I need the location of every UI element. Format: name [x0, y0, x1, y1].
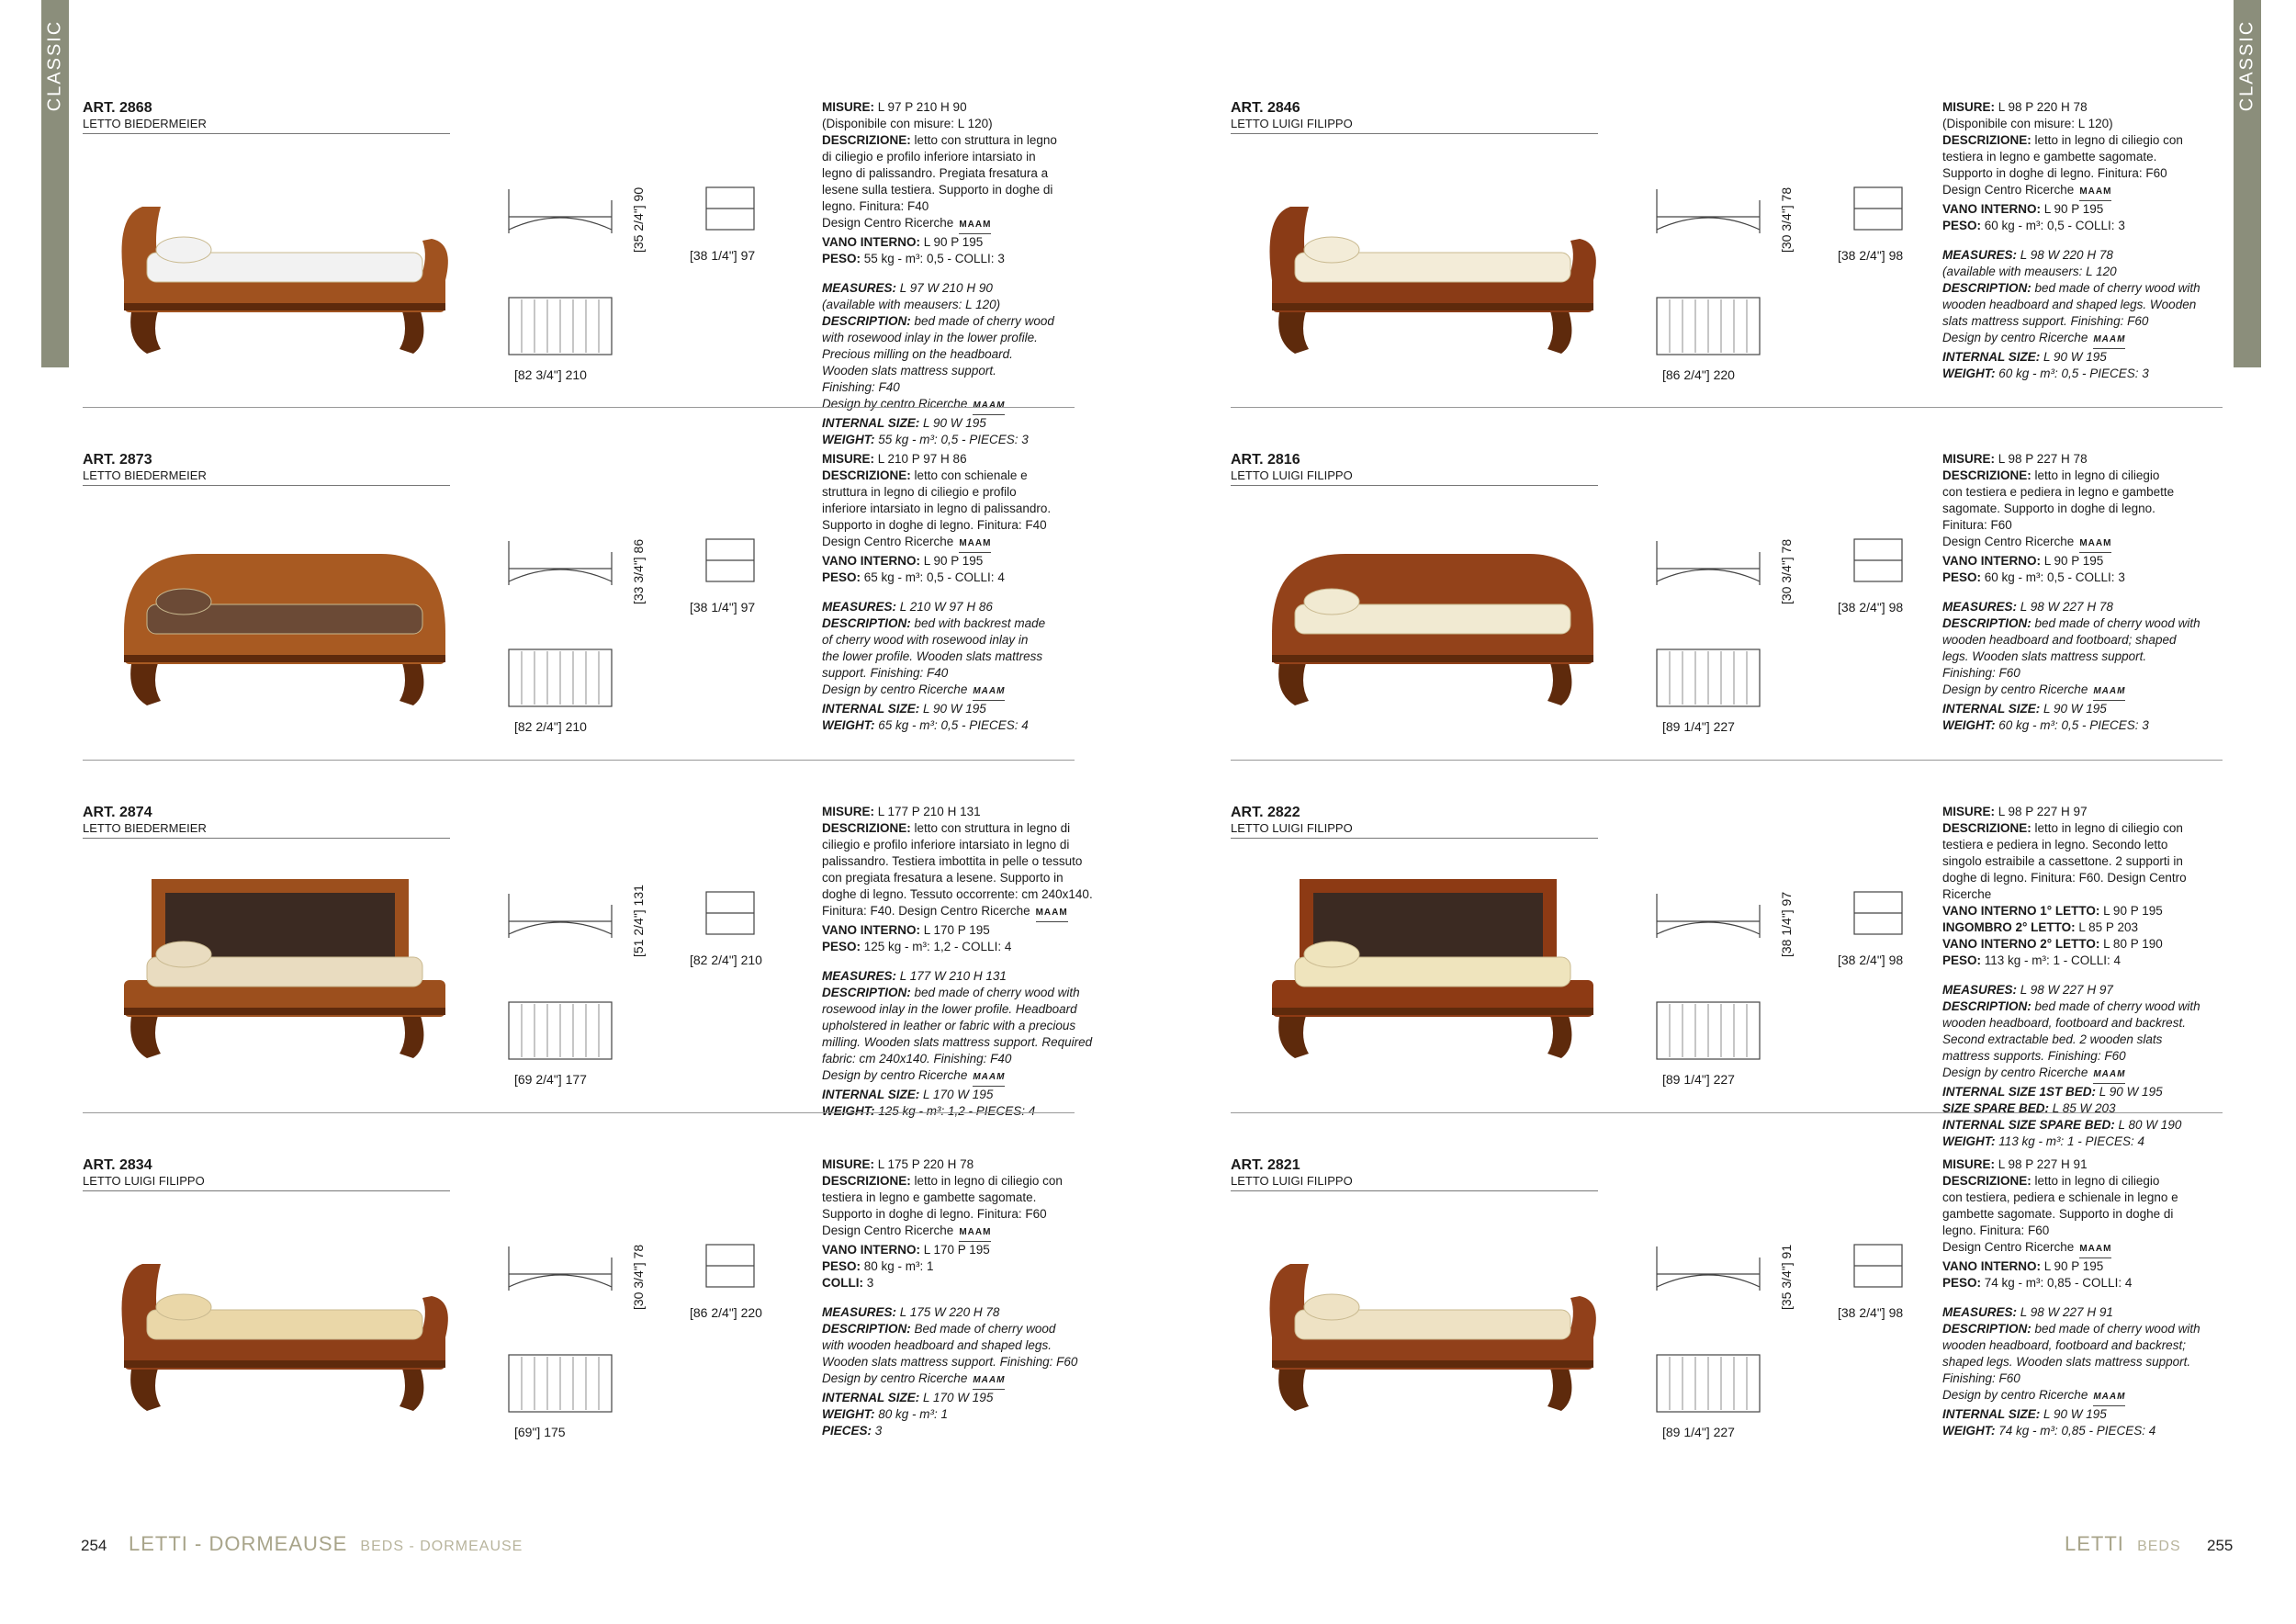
spec-line: DESCRIPTION: bed made of cherry wood with — [1942, 281, 2200, 295]
maam-logo: MAAM — [2093, 1389, 2125, 1406]
page-number-right: 255 — [2207, 1537, 2234, 1554]
spec-line: MEASURES: L 98 W 220 H 78 — [1942, 248, 2113, 262]
footer-left — [81, 1532, 523, 1556]
depth-dimension: [86 2/4"] 220 — [690, 1305, 762, 1320]
spec-line: wooden headboard and shaped legs. Wooden — [1942, 298, 2197, 311]
spec-line: COLLI: 3 — [822, 1276, 874, 1290]
spec-line: Design Centro Ricerche MAAM — [1942, 534, 2236, 553]
spec-line: MISURE: L 98 P 227 H 78 — [1942, 452, 2088, 466]
spec-line: with wooden headboard and shaped legs. — [822, 1338, 1052, 1352]
bed-photo — [1244, 870, 1630, 1072]
spec-text — [822, 451, 1116, 734]
spec-line: MEASURES: L 98 W 227 H 91 — [1942, 1305, 2113, 1319]
product-header — [1231, 451, 1598, 486]
product-name: LETTO LUIGI FILIPPO — [83, 1174, 205, 1188]
spec-line: legno. Finitura: F40 — [822, 199, 929, 213]
length-dimension: [89 1/4"] 227 — [1662, 1425, 1735, 1439]
spec-line: VANO INTERNO 1° LETTO: L 90 P 195 — [1942, 904, 2163, 918]
height-dimension: [35 2/4"] 90 — [631, 186, 646, 253]
spec-line: DESCRIZIONE: letto in legno di ciliegio — [1942, 468, 2160, 482]
side-view-drawing — [1653, 1241, 1763, 1301]
spec-text — [822, 804, 1116, 1120]
spec-line: DESCRIPTION: bed made of cherry wood with — [822, 986, 1080, 999]
product-name: LETTO BIEDERMEIER — [83, 468, 207, 482]
spec-line: MEASURES: L 98 W 227 H 97 — [1942, 983, 2113, 997]
length-dimension: [82 2/4"] 210 — [514, 719, 587, 734]
spec-text — [1942, 451, 2236, 734]
maam-logo: MAAM — [2093, 1066, 2125, 1084]
front-view-drawing — [1851, 1241, 1906, 1301]
spec-line: Design by centro Ricerche MAAM — [822, 1067, 1116, 1087]
maam-logo: MAAM — [959, 217, 991, 234]
height-dimension: [30 3/4"] 78 — [1779, 538, 1794, 604]
divider — [1231, 1112, 2223, 1113]
maam-logo: MAAM — [2079, 184, 2111, 201]
spec-line: WEIGHT: 74 kg - m³: 0,85 - PIECES: 4 — [1942, 1424, 2156, 1438]
bed-photo — [1244, 1223, 1630, 1425]
maam-logo: MAAM — [959, 536, 991, 553]
footer-right — [2065, 1532, 2233, 1556]
bed-photo — [96, 517, 482, 719]
spec-line: MEASURES: L 210 W 97 H 86 — [822, 600, 993, 614]
product-name: LETTO LUIGI FILIPPO — [1231, 468, 1353, 482]
front-view-drawing — [1851, 536, 1906, 595]
depth-dimension: [38 1/4"] 97 — [690, 600, 756, 615]
maam-logo: MAAM — [959, 1224, 991, 1242]
spec-line: INTERNAL SIZE: L 170 W 195 — [822, 1088, 994, 1101]
spec-line: testiera in legno e gambette sagomate. — [822, 1190, 1037, 1204]
spec-line: VANO INTERNO: L 90 P 195 — [1942, 1259, 2104, 1273]
spec-line: Supporto in doghe di legno. Finitura: F60 — [1942, 166, 2167, 180]
spec-line: PESO: 125 kg - m³: 1,2 - COLLI: 4 — [822, 940, 1012, 953]
spec-line: Design by centro Ricerche MAAM — [822, 1370, 1116, 1390]
product-name: LETTO LUIGI FILIPPO — [1231, 117, 1353, 130]
spec-line: WEIGHT: 125 kg - m³: 1,2 - PIECES: 4 — [822, 1104, 1036, 1118]
bed-photo — [1244, 165, 1630, 367]
spec-line: sagomate. Supporto in doghe di legno. — [1942, 502, 2155, 515]
divider — [83, 760, 1075, 761]
product-entry — [1189, 1112, 2227, 1461]
spec-line: PESO: 55 kg - m³: 0,5 - COLLI: 3 — [822, 252, 1005, 265]
product-header — [1231, 804, 1598, 839]
spec-line: Finishing: F40 — [822, 380, 900, 394]
spec-line: MEASURES: L 98 W 227 H 78 — [1942, 600, 2113, 614]
spec-line: Wooden slats mattress support. Finishing: F60 — [822, 1355, 1078, 1369]
product-entry — [1189, 55, 2227, 404]
product-name: LETTO LUIGI FILIPPO — [1231, 1174, 1353, 1188]
maam-logo: MAAM — [2093, 683, 2125, 701]
spec-line: MEASURES: L 177 W 210 H 131 — [822, 969, 1007, 983]
top-view-drawing — [1653, 646, 1763, 715]
spec-line: con testiera, pediera e schienale in legno e — [1942, 1190, 2178, 1204]
height-dimension: [38 1/4"] 97 — [1779, 891, 1794, 957]
spec-line: with rosewood inlay in the lower profile. — [822, 331, 1038, 344]
spec-line: PESO: 60 kg - m³: 0,5 - COLLI: 3 — [1942, 219, 2125, 232]
spec-line: MISURE: L 97 P 210 H 90 — [822, 100, 967, 114]
spec-line: struttura in legno di ciliegio e profilo — [822, 485, 1017, 499]
spec-line: legs. Wooden slats mattress support. — [1942, 649, 2147, 663]
spec-line: con pregiata fresatura a lesene. Supporto in — [822, 871, 1064, 885]
front-view-drawing — [703, 1241, 758, 1301]
spec-line: PESO: 74 kg - m³: 0,85 - COLLI: 4 — [1942, 1276, 2133, 1290]
spec-line: MEASURES: L 175 W 220 H 78 — [822, 1305, 1000, 1319]
top-view-drawing — [1653, 1351, 1763, 1420]
maam-logo: MAAM — [2079, 1241, 2111, 1258]
side-view-drawing — [1653, 184, 1763, 243]
front-view-drawing — [703, 184, 758, 243]
spec-line: DESCRIZIONE: letto in legno di ciliegio con — [1942, 821, 2183, 835]
spec-line: Supporto in doghe di legno. Finitura: F60 — [822, 1207, 1047, 1221]
front-view-drawing — [1851, 184, 1906, 243]
front-view-drawing — [703, 888, 758, 948]
spec-line: INTERNAL SIZE: L 90 W 195 — [1942, 702, 2107, 716]
section-subtitle-left: BEDS - DORMEAUSE — [360, 1539, 523, 1554]
product-entry — [1189, 407, 2227, 756]
front-view-drawing — [1851, 888, 1906, 948]
spec-line: Wooden slats mattress support. — [822, 364, 996, 378]
product-header — [1231, 1156, 1598, 1191]
maam-logo: MAAM — [973, 1372, 1005, 1390]
height-dimension: [51 2/4"] 131 — [631, 885, 646, 957]
spec-line: Design by centro Ricerche MAAM — [822, 682, 1116, 701]
spec-line: INTERNAL SIZE: L 90 W 195 — [1942, 1407, 2107, 1421]
spec-line: MISURE: L 175 P 220 H 78 — [822, 1157, 974, 1171]
spec-text — [1942, 804, 2236, 1150]
spec-line: DESCRIZIONE: letto con struttura in legno di — [822, 821, 1071, 835]
product-name: LETTO BIEDERMEIER — [83, 821, 207, 835]
spec-line: (Disponibile con misure: L 120) — [1942, 117, 2113, 130]
spec-line: Finishing: F60 — [1942, 1371, 2020, 1385]
spec-line: Finishing: F60 — [1942, 666, 2020, 680]
spec-line: wooden headboard and footboard; shaped — [1942, 633, 2177, 647]
spec-text — [1942, 99, 2236, 382]
length-dimension: [69 2/4"] 177 — [514, 1072, 587, 1087]
spec-line: WEIGHT: 65 kg - m³: 0,5 - PIECES: 4 — [822, 718, 1029, 732]
length-dimension: [69"] 175 — [514, 1425, 566, 1439]
spec-line: lesene sulla testiera. Supporto in doghe di — [822, 183, 1053, 197]
product-entry — [41, 760, 1093, 1118]
spec-line: doghe di legno. Finitura: F60. Design Centro — [1942, 871, 2187, 885]
spec-line: Design by centro Ricerche MAAM — [1942, 1387, 2236, 1406]
spec-line: INTERNAL SIZE: L 90 W 195 — [1942, 350, 2107, 364]
spec-line: Design by centro Ricerche MAAM — [822, 396, 1116, 415]
product-header — [1231, 99, 1598, 134]
spec-line: DESCRIPTION: bed with backrest made — [822, 616, 1046, 630]
bed-photo — [1244, 517, 1630, 719]
length-dimension: [89 1/4"] 227 — [1662, 1072, 1735, 1087]
article-number: ART. 2816 — [1231, 452, 1300, 468]
spec-line: Design Centro Ricerche MAAM — [822, 215, 1116, 234]
divider — [83, 407, 1075, 408]
spec-line: support. Finishing: F40 — [822, 666, 949, 680]
maam-logo: MAAM — [2093, 332, 2125, 349]
spec-line: DESCRIPTION: bed made of cherry wood with — [1942, 999, 2200, 1013]
product-name: LETTO LUIGI FILIPPO — [1231, 821, 1353, 835]
spec-line: Supporto in doghe di legno. Finitura: F40 — [822, 518, 1047, 532]
length-dimension: [89 1/4"] 227 — [1662, 719, 1735, 734]
height-dimension: [30 3/4"] 78 — [1779, 186, 1794, 253]
page-number-left: 254 — [81, 1537, 107, 1554]
spec-line: singolo estraibile a cassettone. 2 supporti in — [1942, 854, 2183, 868]
maam-logo: MAAM — [973, 1069, 1005, 1087]
side-view-drawing — [1653, 536, 1763, 595]
maam-logo: MAAM — [973, 683, 1005, 701]
spec-line: INGOMBRO 2° LETTO: L 85 P 203 — [1942, 920, 2138, 934]
section-title-right: LETTI — [2065, 1532, 2124, 1555]
spec-text — [1942, 1156, 2236, 1439]
spec-line: INTERNAL SIZE SPARE BED: L 80 W 190 — [1942, 1118, 2182, 1132]
side-view-drawing — [505, 1241, 615, 1301]
top-view-drawing — [505, 998, 615, 1067]
article-number: ART. 2873 — [83, 452, 152, 468]
top-view-drawing — [1653, 294, 1763, 363]
spec-line: wooden headboard, footboard and backrest. — [1942, 1016, 2186, 1030]
maam-logo: MAAM — [2079, 536, 2111, 553]
spec-line: DESCRIZIONE: letto in legno di ciliegio con — [1942, 133, 2183, 147]
divider — [83, 1112, 1075, 1113]
spec-line: INTERNAL SIZE: L 170 W 195 — [822, 1391, 994, 1404]
bed-photo — [96, 870, 482, 1072]
spec-line: shaped legs. Wooden slats mattress support. — [1942, 1355, 2191, 1369]
spec-line: slats mattress support. Finishing: F60 — [1942, 314, 2149, 328]
spec-line: Precious milling on the headboard. — [822, 347, 1013, 361]
spec-line: legno di palissandro. Pregiata fresatura a — [822, 166, 1049, 180]
top-view-drawing — [1653, 998, 1763, 1067]
bed-photo — [96, 1223, 482, 1425]
side-view-drawing — [1653, 888, 1763, 948]
spec-line: legno. Finitura: F60 — [1942, 1224, 2050, 1237]
spec-line: MISURE: L 210 P 97 H 86 — [822, 452, 967, 466]
spec-line: milling. Wooden slats mattress support. Required — [822, 1035, 1093, 1049]
section-title-left: LETTI - DORMEAUSE — [129, 1532, 348, 1555]
spec-line: the lower profile. Wooden slats mattress — [822, 649, 1043, 663]
spec-line: testiera in legno e gambette sagomate. — [1942, 150, 2157, 164]
depth-dimension: [38 2/4"] 98 — [1838, 953, 1904, 967]
top-view-drawing — [505, 294, 615, 363]
spec-line: WEIGHT: 80 kg - m³: 1 — [822, 1407, 949, 1421]
spec-line: VANO INTERNO: L 90 P 195 — [1942, 554, 2104, 568]
section-subtitle-right: BEDS — [2137, 1539, 2181, 1554]
spec-line: MISURE: L 177 P 210 H 131 — [822, 805, 981, 818]
article-number: ART. 2874 — [83, 805, 152, 820]
side-view-drawing — [505, 184, 615, 243]
spec-line: PESO: 60 kg - m³: 0,5 - COLLI: 3 — [1942, 570, 2125, 584]
spec-line: PESO: 80 kg - m³: 1 — [822, 1259, 934, 1273]
spec-line: WEIGHT: 55 kg - m³: 0,5 - PIECES: 3 — [822, 433, 1029, 446]
spec-line: con testiera e pediera in legno e gambette — [1942, 485, 2175, 499]
front-view-drawing — [703, 536, 758, 595]
product-header — [83, 451, 450, 486]
product-entry — [1189, 760, 2227, 1148]
side-view-drawing — [505, 536, 615, 595]
depth-dimension: [38 2/4"] 98 — [1838, 248, 1904, 263]
spec-line: Design by centro Ricerche MAAM — [1942, 682, 2236, 701]
spec-line: PESO: 65 kg - m³: 0,5 - COLLI: 4 — [822, 570, 1005, 584]
spec-line: Second extractable bed. 2 wooden slats — [1942, 1032, 2163, 1046]
spec-line: INTERNAL SIZE 1ST BED: L 90 W 195 — [1942, 1085, 2163, 1099]
spec-line: of cherry wood with rosewood inlay in — [822, 633, 1029, 647]
product-header — [83, 1156, 450, 1191]
spec-line: WEIGHT: 60 kg - m³: 0,5 - PIECES: 3 — [1942, 718, 2149, 732]
article-number: ART. 2822 — [1231, 805, 1300, 820]
spec-line: Finitura: F40. Design Centro Ricerche MAAM — [822, 903, 1116, 922]
spec-line: VANO INTERNO: L 170 P 195 — [822, 923, 990, 937]
product-entry — [41, 1112, 1079, 1461]
spec-line: Ricerche — [1942, 887, 1992, 901]
spec-text — [822, 99, 1116, 448]
spec-line: PIECES: 3 — [822, 1424, 883, 1438]
spec-line: DESCRIZIONE: letto con schienale e — [822, 468, 1028, 482]
spec-line: Design by centro Ricerche MAAM — [1942, 1065, 2236, 1084]
side-view-drawing — [505, 888, 615, 948]
spec-line: Design Centro Ricerche MAAM — [822, 534, 1116, 553]
spec-line: MISURE: L 98 P 227 H 91 — [1942, 1157, 2088, 1171]
side-tab-label: CLASSIC — [2236, 19, 2257, 112]
spec-line: VANO INTERNO: L 90 P 195 — [1942, 202, 2104, 216]
article-number: ART. 2834 — [83, 1157, 152, 1173]
bed-photo — [96, 165, 482, 367]
spec-line: upholstered in leather or fabric with a precious — [822, 1019, 1076, 1032]
article-number: ART. 2846 — [1231, 100, 1300, 116]
spec-line: testiera e pediera in legno. Secondo letto — [1942, 838, 2168, 851]
spec-line: WEIGHT: 113 kg - m³: 1 - PIECES: 4 — [1942, 1134, 2145, 1148]
depth-dimension: [38 2/4"] 98 — [1838, 600, 1904, 615]
spec-line: INTERNAL SIZE: L 90 W 195 — [822, 702, 986, 716]
spec-line: PESO: 113 kg - m³: 1 - COLLI: 4 — [1942, 953, 2122, 967]
top-view-drawing — [505, 1351, 615, 1420]
product-header — [83, 99, 450, 134]
spec-line: MEASURES: L 97 W 210 H 90 — [822, 281, 993, 295]
product-entry — [41, 407, 1079, 756]
spec-line: DESCRIZIONE: letto in legno di ciliegio con — [822, 1174, 1063, 1188]
spec-line: rosewood inlay in the lower profile. Headboard — [822, 1002, 1077, 1016]
spec-line: DESCRIPTION: bed made of cherry wood — [822, 314, 1054, 328]
spec-line: palissandro. Testiera imbottita in pelle o tessuto — [822, 854, 1083, 868]
maam-logo: MAAM — [973, 398, 1005, 415]
spec-line: di ciliegio e profilo inferiore intarsiato in — [822, 150, 1036, 164]
divider — [1231, 407, 2223, 408]
spec-line: Design Centro Ricerche MAAM — [1942, 182, 2236, 201]
side-tab-label: CLASSIC — [44, 19, 65, 112]
spec-line: ciliegio e profilo inferiore intarsiato in legno di — [822, 838, 1070, 851]
spec-line: wooden headboard, footboard and backrest; — [1942, 1338, 2186, 1352]
maam-logo: MAAM — [1036, 905, 1068, 922]
spec-line: doghe di legno. Tessuto occorrente: cm 240x140. — [822, 887, 1093, 901]
depth-dimension: [38 2/4"] 98 — [1838, 1305, 1904, 1320]
spec-line: (available with meausers: L 120 — [1942, 265, 2117, 278]
spec-line: DESCRIZIONE: letto in legno di ciliegio — [1942, 1174, 2160, 1188]
product-entry — [41, 55, 1079, 446]
length-dimension: [82 3/4"] 210 — [514, 367, 587, 382]
article-number: ART. 2821 — [1231, 1157, 1300, 1173]
spec-line: fabric: cm 240x140. Finishing: F40 — [822, 1052, 1012, 1066]
spec-line: Design Centro Ricerche MAAM — [1942, 1239, 2236, 1258]
spec-line: Design by centro Ricerche MAAM — [1942, 330, 2236, 349]
depth-dimension: [38 1/4"] 97 — [690, 248, 756, 263]
divider — [1231, 760, 2223, 761]
spec-line: VANO INTERNO: L 90 P 195 — [822, 554, 984, 568]
spec-line: DESCRIPTION: bed made of cherry wood with — [1942, 616, 2200, 630]
side-tab-right — [2234, 0, 2261, 367]
spec-line: Finitura: F60 — [1942, 518, 2012, 532]
spec-line: DESCRIPTION: Bed made of cherry wood — [822, 1322, 1056, 1336]
article-number: ART. 2868 — [83, 100, 152, 116]
spec-line: Design Centro Ricerche MAAM — [822, 1223, 1116, 1242]
spec-line: SIZE SPARE BED: L 85 W 203 — [1942, 1101, 2116, 1115]
length-dimension: [86 2/4"] 220 — [1662, 367, 1735, 382]
spec-line: VANO INTERNO 2° LETTO: L 80 P 190 — [1942, 937, 2163, 951]
top-view-drawing — [505, 646, 615, 715]
spec-line: DESCRIZIONE: letto con struttura in legno — [822, 133, 1057, 147]
product-header — [83, 804, 450, 839]
height-dimension: [30 3/4"] 78 — [631, 1244, 646, 1310]
spec-line: VANO INTERNO: L 90 P 195 — [822, 235, 984, 249]
spec-line: MISURE: L 98 P 227 H 97 — [1942, 805, 2088, 818]
spec-line: VANO INTERNO: L 170 P 195 — [822, 1243, 990, 1257]
spec-line: INTERNAL SIZE: L 90 W 195 — [822, 416, 986, 430]
spec-text — [822, 1156, 1116, 1439]
product-name: LETTO BIEDERMEIER — [83, 117, 207, 130]
spec-line: MISURE: L 98 P 220 H 78 — [1942, 100, 2088, 114]
spec-line: (available with meausers: L 120) — [822, 298, 1001, 311]
height-dimension: [33 3/4"] 86 — [631, 538, 646, 604]
spec-line: (Disponibile con misure: L 120) — [822, 117, 993, 130]
spec-line: WEIGHT: 60 kg - m³: 0,5 - PIECES: 3 — [1942, 367, 2149, 380]
spec-line: DESCRIPTION: bed made of cherry wood with — [1942, 1322, 2200, 1336]
height-dimension: [35 3/4"] 91 — [1779, 1244, 1794, 1310]
spec-line: gambette sagomate. Supporto in doghe di — [1942, 1207, 2174, 1221]
depth-dimension: [82 2/4"] 210 — [690, 953, 762, 967]
spec-line: inferiore intarsiato in legno di palissandro. — [822, 502, 1052, 515]
spec-line: mattress supports. Finishing: F60 — [1942, 1049, 2126, 1063]
